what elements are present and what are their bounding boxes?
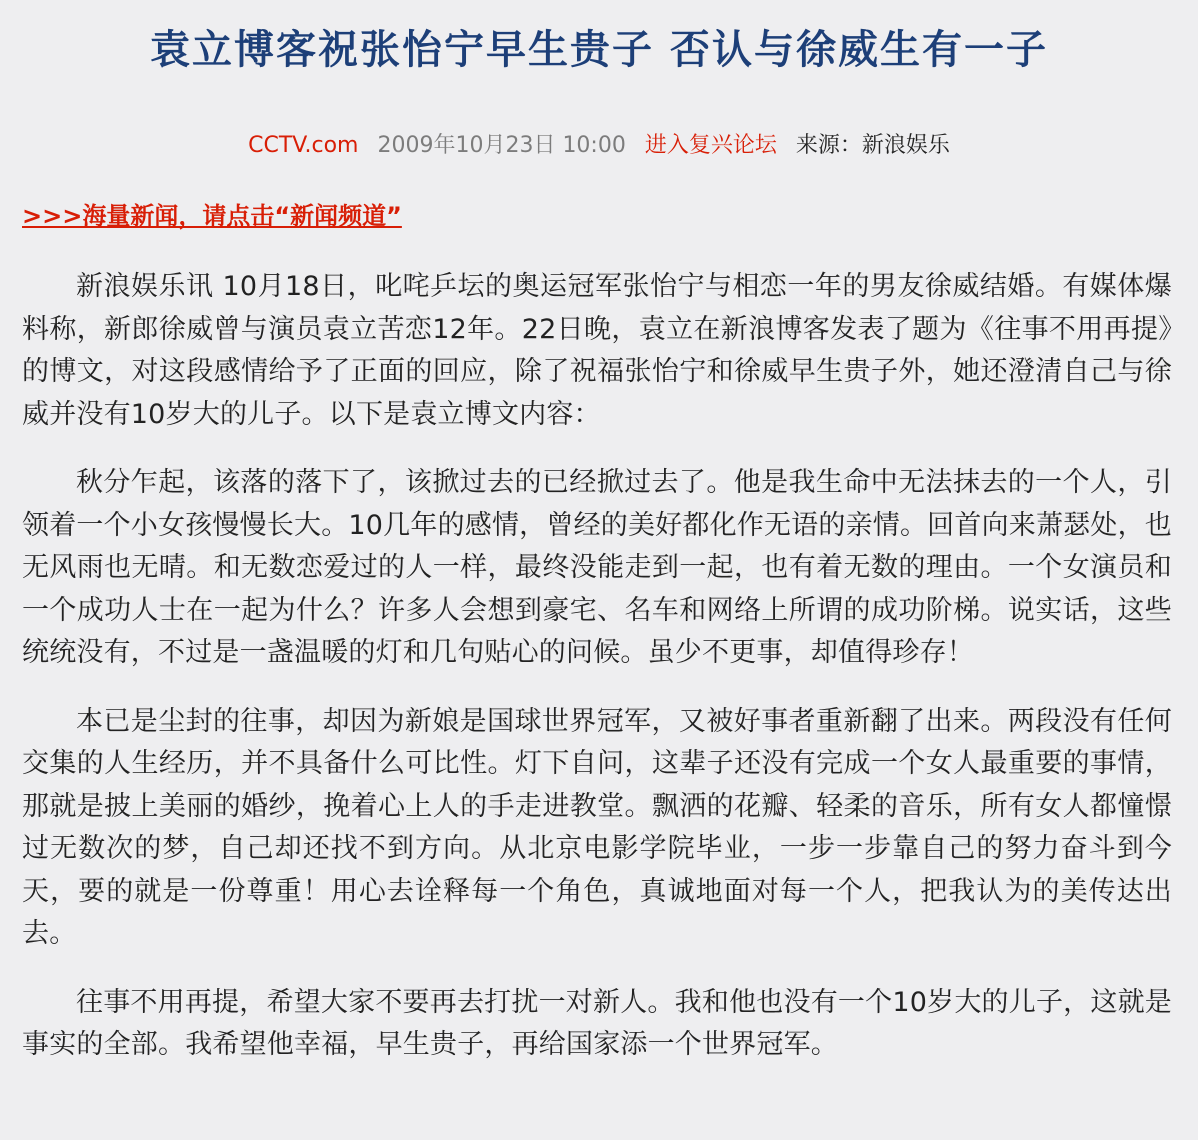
news-channel-link[interactable]: >>>海量新闻，请点击“新闻频道” [22, 202, 402, 230]
source-label: 来源：新浪娱乐 [795, 133, 950, 158]
publish-datetime: 2009年10月23日 10:00 [377, 133, 626, 158]
site-link[interactable]: CCTV.com [248, 133, 359, 158]
forum-link[interactable]: 进入复兴论坛 [644, 133, 777, 158]
paragraph-1: 新浪娱乐讯 10月18日，叱咤乒坛的奥运冠军张怡宁与相恋一年的男友徐威结婚。有媒体爆料称，新郎徐威曾与演员袁立苦恋12年。22日晚，袁立在新浪博客发表了题为《往事不用再提》的博文，对这段感情给予了正面的回应，除了祝福张怡宁和徐威早生贵子外，她还澄清自己与徐威并没有10岁大的儿子。以下是袁立博文内容： [22, 271, 1172, 430]
paragraph-4: 往事不用再提，希望大家不要再去打扰一对新人。我和他也没有一个10岁大的儿子，这就是事实的全部。我希望他幸福，早生贵子，再给国家添一个世界冠军。 [22, 986, 1172, 1060]
article-title: 袁立博客祝张怡宁早生贵子 否认与徐威生有一子 [150, 26, 1048, 73]
paragraph-3: 本已是尘封的往事，却因为新娘是国球世界冠军，又被好事者重新翻了出来。两段没有任何交集的人生经历，并不具备什么可比性。灯下自问，这辈子还没有完成一个女人最重要的事情，那就是披上美丽的婚纱，挽着心上人的手走进教堂。飘洒的花瓣、轻柔的音乐，所有女人都憧憬过无数次的梦，自己却还找不到方向。从北京电影学院毕业，一步一步靠自己的努力奋斗到今天，要的就是一份尊重！用心去诠释每一个角色，真诚地面对每一个人，把我认为的美传达出去。 [22, 705, 1172, 949]
article-body [22, 266, 1172, 1093]
article-meta [0, 128, 1198, 164]
paragraph-2: 秋分乍起，该落的落下了，该掀过去的已经掀过去了。他是我生命中无法抹去的一个人，引领着一个小女孩慢慢长大。10几年的感情，曾经的美好都化作无语的亲情。回首向来萧瑟处，也无风雨也无晴。和无数恋爱过的人一样，最终没能走到一起，也有着无数的理由。一个女演员和一个成功人士在一起为什么？许多人会想到豪宅、名车和网络上所谓的成功阶梯。说实话，这些统统没有，不过是一盏温暖的灯和几句贴心的问候。虽少不更事，却值得珍存！ [22, 467, 1172, 668]
